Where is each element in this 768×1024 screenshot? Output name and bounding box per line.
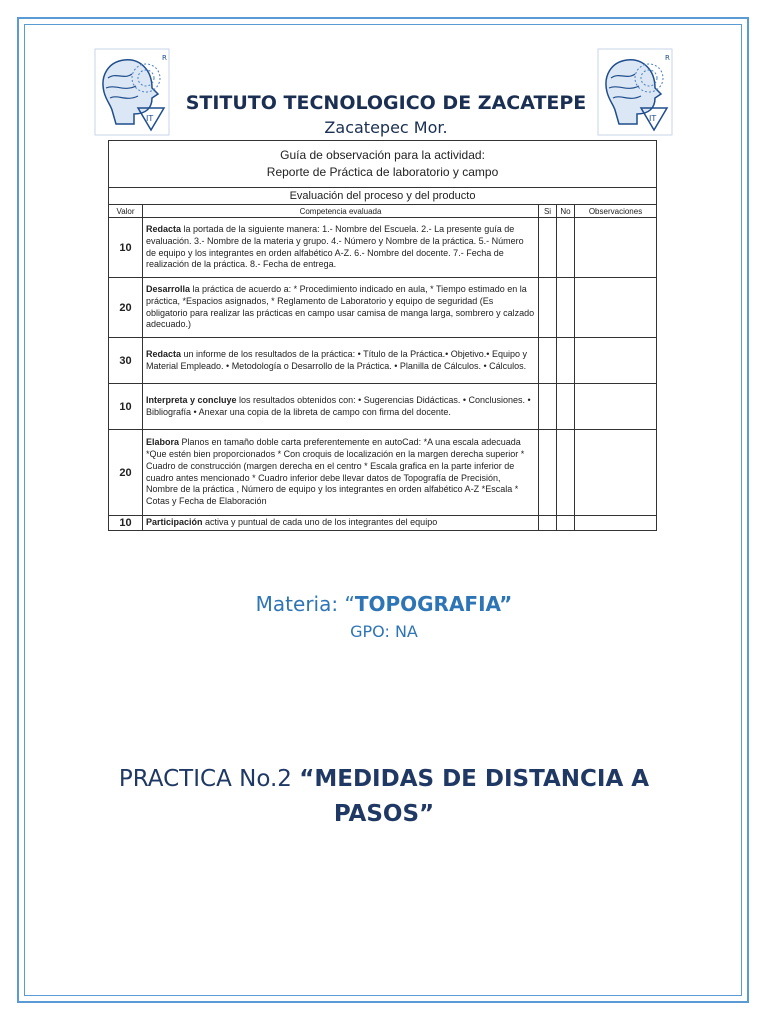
row-lead: Redacta <box>146 223 182 234</box>
row-description <box>143 338 539 384</box>
row-description <box>143 384 539 430</box>
table-row <box>109 218 657 278</box>
row-value: 10 <box>109 218 143 278</box>
table-row <box>109 338 657 384</box>
observaciones-cell <box>575 278 657 338</box>
check-si <box>539 218 557 278</box>
practice-number: PRACTICA No.2 <box>118 766 300 792</box>
row-value: 30 <box>109 338 143 384</box>
check-si <box>539 430 557 516</box>
institution-location: Zacatepec Mor. <box>324 118 448 137</box>
row-description <box>143 278 539 338</box>
column-header-valor: Valor <box>109 205 143 218</box>
institution-logo-left <box>94 48 170 136</box>
observaciones-cell <box>575 516 657 531</box>
row-lead: Redacta <box>146 348 182 359</box>
row-lead: Elabora <box>146 437 180 448</box>
row-lead: Participación <box>146 517 203 528</box>
institution-logo-right <box>597 48 673 136</box>
row-value: 10 <box>109 384 143 430</box>
table-row <box>109 384 657 430</box>
check-no <box>557 338 575 384</box>
table-row <box>109 516 657 531</box>
group-label: GPO: NA <box>350 622 418 641</box>
check-no <box>557 384 575 430</box>
row-value: 20 <box>109 278 143 338</box>
column-header-observaciones: Observaciones <box>575 205 657 218</box>
svg-text:IT: IT <box>146 114 154 123</box>
check-no <box>557 278 575 338</box>
row-text: la práctica de acuerdo a: * Procedimiento indicado en aula, * Tiempo estimado en la práctica, *Espacios asignados, * Reglamento de Laboratorio y equipo de seguridad (Es obligatorio para realizar las prácticas en campo usar camisa de manga larga, sombrero y calzado adecuado.) <box>146 283 535 330</box>
row-text: los resultados obtenidos con: • Sugerencias Didácticas. • Conclusiones. • Bibliografía • Anexar una copia de la libreta de campo con firma del docente. <box>146 394 531 417</box>
table-title-line-1: Guía de observación para la actividad: <box>280 148 485 162</box>
registered-mark: R <box>162 54 167 62</box>
check-no <box>557 218 575 278</box>
practice-title: “MEDIDAS DE DISTANCIA A PASOS” <box>299 766 650 827</box>
row-description <box>143 516 539 531</box>
table-subtitle: Evaluación del proceso y del producto <box>109 188 657 205</box>
check-si <box>539 278 557 338</box>
subject-line <box>0 592 768 616</box>
table-row <box>109 430 657 516</box>
row-description <box>143 218 539 278</box>
practice-heading <box>80 762 688 832</box>
row-lead: Desarrolla <box>146 283 191 294</box>
check-no <box>557 430 575 516</box>
institution-name: STITUTO TECNOLOGICO DE ZACATEPE <box>185 92 587 114</box>
subject-name: TOPOGRAFIA” <box>354 592 513 616</box>
observaciones-cell <box>575 384 657 430</box>
table-row <box>109 278 657 338</box>
column-header-si: Si <box>539 205 557 218</box>
table-title <box>109 141 657 188</box>
row-value: 20 <box>109 430 143 516</box>
check-si <box>539 384 557 430</box>
observaciones-cell <box>575 338 657 384</box>
row-description <box>143 430 539 516</box>
column-header-no: No <box>557 205 575 218</box>
check-si <box>539 516 557 531</box>
evaluation-guide-table <box>108 140 656 534</box>
row-text: un informe de los resultados de la práctica: • Título de la Práctica.• Objetivo.• Equipo y Material Empleado. • Metodología o Desarrollo de la Práctica. • Planilla de Cálculos. • Cálculos. <box>146 348 527 371</box>
row-lead: Interpreta y concluye <box>146 394 237 405</box>
subject-label: Materia: “ <box>255 592 355 616</box>
check-no <box>557 516 575 531</box>
row-text: la portada de la siguiente manera: 1.- Nombre del Escuela. 2.- La presente guía de evaluación. 3.- Nombre de la materia y grupo. 4.- Número y Nombre de la práctica. 5.- Número de equipo y los integrantes en orden alfabético A-Z. 6.- Nombre del docente. 7.- Fecha de realización de la práctica. 8.- Fecha de entrega. <box>146 223 524 270</box>
table-column-headers <box>109 205 657 218</box>
column-header-competencia: Competencia evaluada <box>143 205 539 218</box>
row-text: activa y puntual de cada uno de los integrantes del equipo <box>202 517 438 528</box>
table-title-line-2: Reporte de Práctica de laboratorio y campo <box>266 165 499 179</box>
observaciones-cell <box>575 218 657 278</box>
svg-text:IT: IT <box>649 114 657 123</box>
observaciones-cell <box>575 430 657 516</box>
row-value: 10 <box>109 516 143 531</box>
check-si <box>539 338 557 384</box>
registered-mark: R <box>665 54 670 62</box>
row-text: Planos en tamaño doble carta preferentemente en autoCad: *A una escala adecuada *Que estén bien proporcionados * Con croquis de localización en la margen derecha superior * Cuadro de construcción (margen derecha en el centro * Escala grafica en la parte inferior de cuadro antes mencionado * Cuadro inferior debe llevar datos de Topografía de Precisión, Nombre de la práctica , Número de equipo y los integrantes en orden alfabético A-Z *Escala * Cotas y Fecha de Elaboración <box>146 437 525 507</box>
